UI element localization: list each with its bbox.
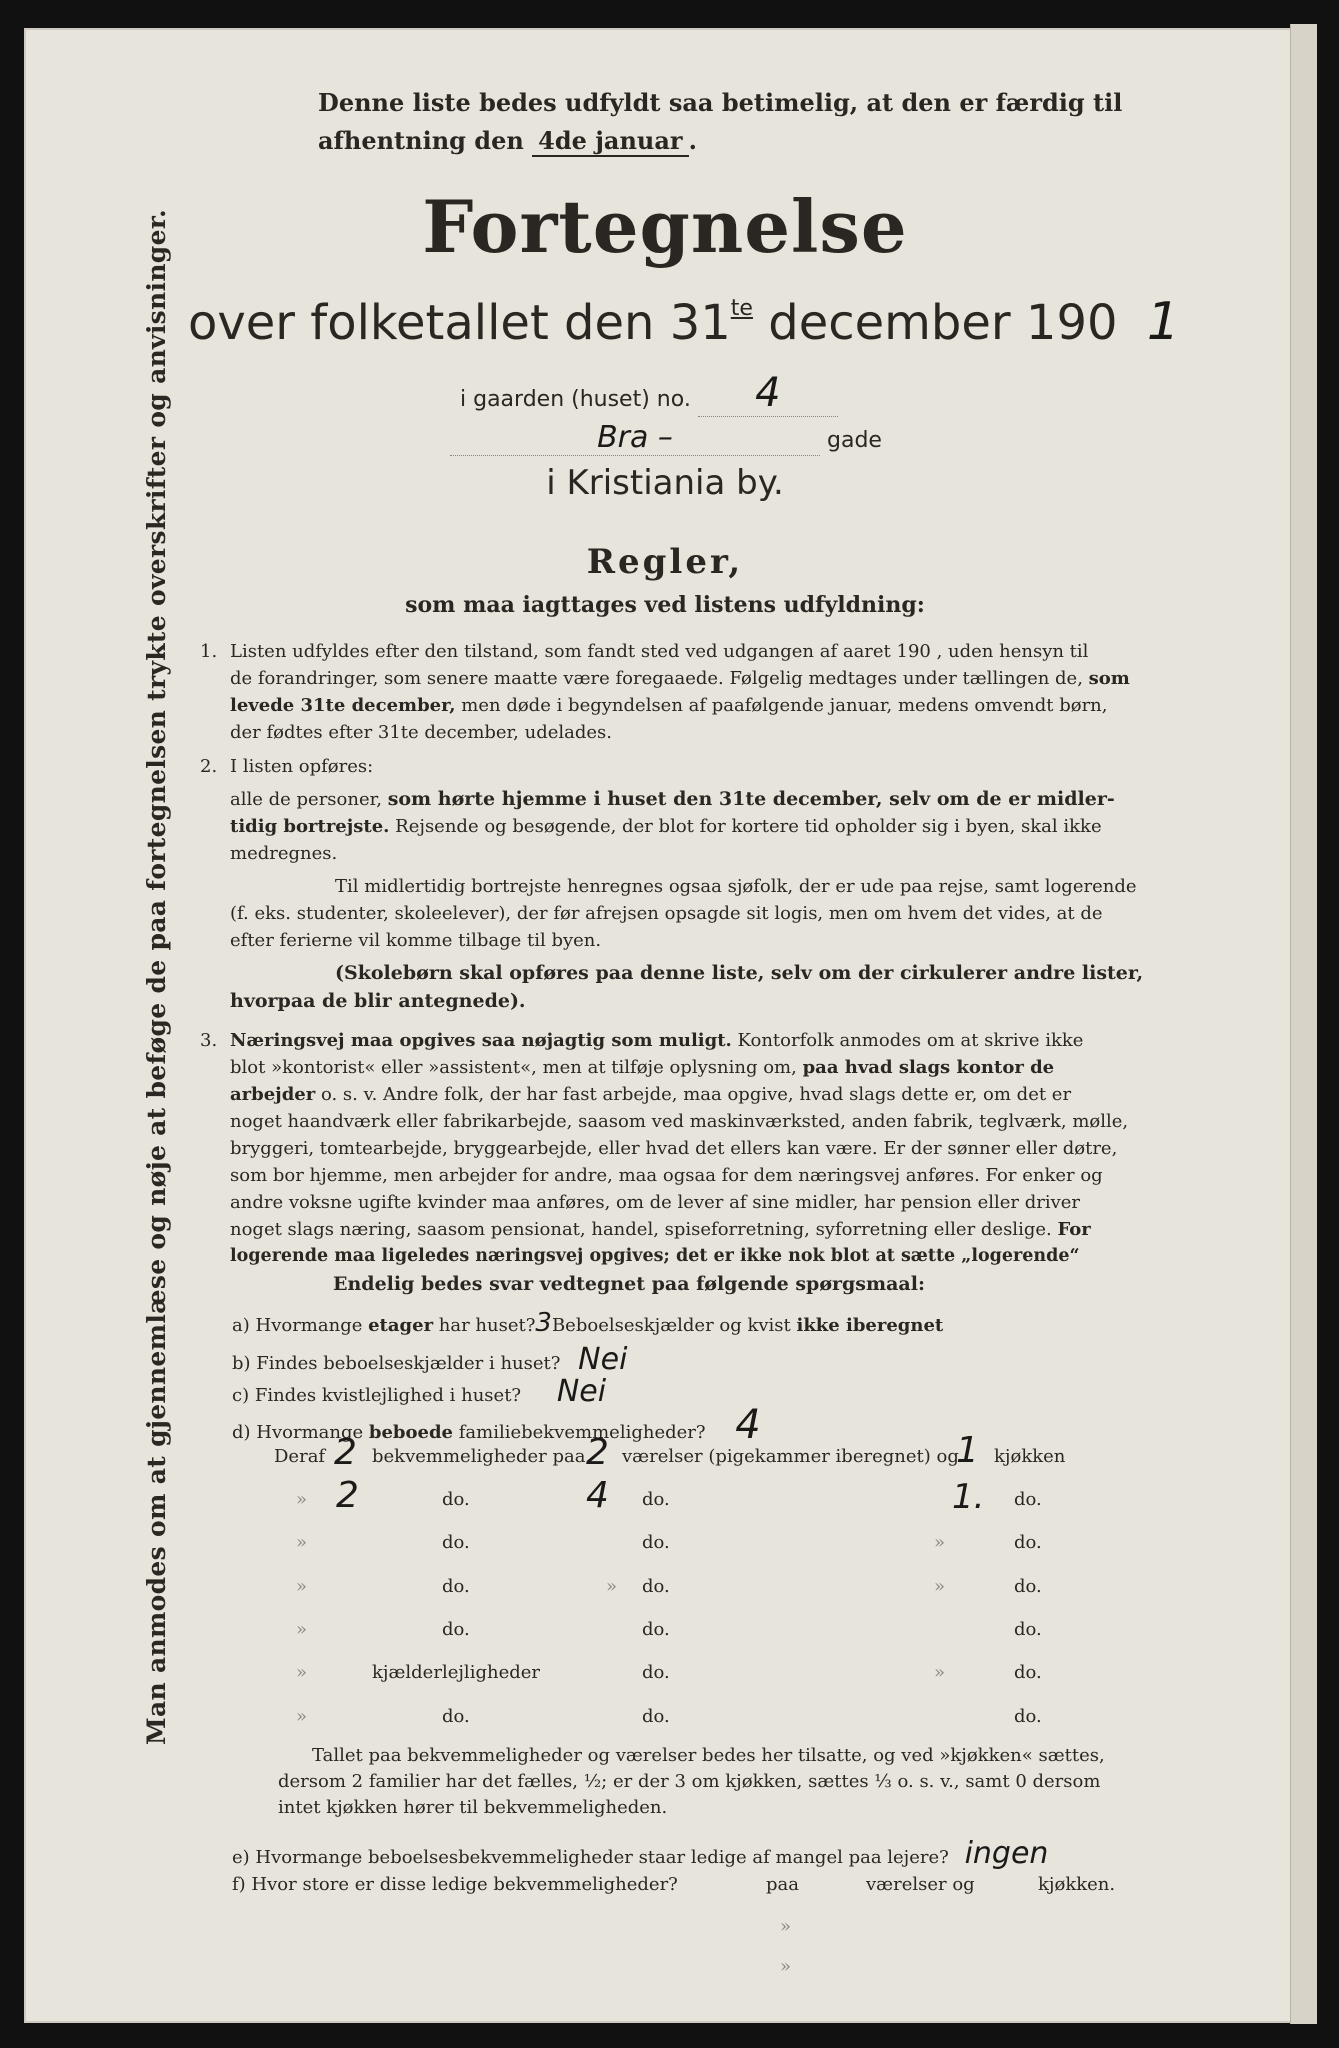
rule-2-line-8: (Skolebørn skal opføres paa denne liste, selv om der cirkulerer andre lister,: [335, 962, 1144, 984]
rule-2-line-2a: alle de personer,: [230, 789, 388, 810]
rule-3-line-2a: blot »kontorist« eller »assistent«, men at tilføje oplysning om,: [230, 1057, 803, 1078]
row5-do-3: do.: [1014, 1619, 1042, 1640]
notice-suffix: .: [688, 126, 697, 155]
rules-subheading: som maa iagttages ved listens udfyldning:: [405, 592, 925, 618]
rule-2-line-7: efter ferierne vil komme tilbage til byen.: [230, 930, 602, 951]
house-number-value: 4: [755, 370, 781, 416]
rule-1-line-3a: levede 31te december,: [230, 695, 456, 716]
question-e-letter: e): [232, 1847, 250, 1868]
question-b-answer: Nei: [578, 1342, 628, 1377]
question-a-text-2: etager: [368, 1315, 434, 1336]
rule-2-line-6: (f. eks. studenter, skoleelever), der før afrejsen opsagde sit logis, men om hvem det vides, at de: [230, 903, 1103, 924]
rule-2-line-5: Til midlertidig bortrejste henregnes ogsaa sjøfolk, der er ude paa rejse, samt logerende: [335, 876, 1137, 897]
row4-do-1: do.: [442, 1576, 470, 1597]
rules-heading: Regler,: [586, 542, 744, 582]
row6-ditto-2: »: [934, 1662, 946, 1683]
row1-bekvemmeligheder: 2: [334, 1432, 357, 1473]
deraf-row-6: [0, 1656, 1290, 1690]
rule-2-line-2: [230, 786, 1115, 813]
question-b-text: Findes beboelseskjælder i huset?: [256, 1353, 561, 1374]
house-number-field: [698, 370, 838, 417]
rule-3-line-3a: arbejder: [230, 1084, 316, 1105]
rule-3-line-9: logerende maa ligeledes næringsvej opgives; det er ikke nok blot at sætte „logerende“: [230, 1246, 1080, 1266]
question-f-paa: paa: [766, 1874, 799, 1895]
row3-ditto-2: »: [934, 1532, 946, 1553]
rule-3-line-3b: o. s. v. Andre folk, der har fast arbejde, maa opgive, hvad slags dette er, om det er: [315, 1084, 1072, 1105]
rule-1-number: 1.: [200, 641, 218, 662]
deraf-row-2: [0, 1475, 1290, 1517]
tallet-line-2: dersom 2 familier har det fælles, ½; er der 3 om kjøkken, sættes ⅓ o. s. v., samt 0 dersom: [278, 1771, 1101, 1792]
notice-date: 4de januar: [532, 126, 688, 157]
subtitle-sup: te: [730, 296, 753, 321]
trailing-ditto-row-2: [0, 1950, 1290, 1984]
row1-vaerelser: 2: [586, 1432, 609, 1473]
row7-do-3: do.: [1014, 1706, 1042, 1727]
row2-do-2: do.: [642, 1489, 670, 1510]
page-title: Fortegnelse: [422, 184, 908, 269]
deraf-row-5: [0, 1613, 1290, 1647]
row2-vaerelser: 4: [586, 1475, 609, 1516]
rule-2-number: 2.: [200, 756, 218, 777]
rule-2-line-1: I listen opføres:: [230, 756, 374, 777]
house-number-line: [460, 370, 838, 417]
subtitle-suffix: december 190: [752, 295, 1118, 351]
row6-do-2: do.: [642, 1662, 670, 1683]
rule-3-line-6: som bor hjemme, men arbejder for andre, maa ogsaa for dem næringsvej anføres. For enker og: [230, 1165, 1103, 1186]
street-value: Bra –: [597, 420, 673, 455]
rule-2-line-3a: tidig bortrejste.: [230, 816, 390, 837]
deraf-label: Deraf: [274, 1446, 326, 1467]
rule-1-line-2b: som: [1088, 668, 1130, 689]
question-d-letter: d): [232, 1422, 251, 1443]
rule-3-line-2: [230, 1054, 1054, 1081]
question-a-text-5: ikke iberegnet: [796, 1315, 944, 1336]
row2-ditto: »: [296, 1489, 308, 1510]
trailing-ditto-row-1: [0, 1910, 1290, 1944]
row4-ditto: »: [296, 1576, 308, 1597]
row5-do-1: do.: [442, 1619, 470, 1640]
notice-line-2: [318, 122, 1122, 160]
rule-3-line-7: andre voksne ugifte kvinder maa anføres, om de lever af sine midler, har pension eller driver: [230, 1192, 1081, 1213]
rule-1-line-3: [230, 692, 1108, 719]
question-f-vaerelser: værelser og: [866, 1874, 975, 1895]
rule-3-line-1: [230, 1027, 1083, 1054]
row6-do-3: do.: [1014, 1662, 1042, 1683]
question-f: [232, 1874, 1116, 1895]
street-label: gade: [827, 428, 882, 453]
side-instruction: Man anmodes om at gjennemlæse og nøje at beføge de paa fortegnelsen trykte overskrifter og anvisninger.: [142, 209, 171, 1745]
question-a-text-3: har huset?: [433, 1315, 536, 1336]
row4-ditto-2: »: [606, 1576, 618, 1597]
rule-1-line-3b: men døde i begyndelsen af paafølgende januar, medens omvendt børn,: [455, 695, 1108, 716]
question-d-answer: 4: [735, 1402, 761, 1448]
row5-ditto: »: [296, 1619, 308, 1640]
rule-2-line-9: hvorpaa de blir antegnede).: [230, 990, 526, 1012]
question-e-text: Hvormange beboelsesbekvemmeligheder staar ledige af mangel paa lejere?: [255, 1847, 949, 1868]
question-a: [232, 1308, 943, 1338]
rule-2-line-3b: Rejsende og besøgende, der blot for kortere tid opholder sig i byen, skal ikke: [389, 816, 1102, 837]
deraf-row-4: [0, 1570, 1290, 1604]
row1-kjokken: 1: [956, 1430, 979, 1471]
city-line: i Kristiania by.: [546, 463, 784, 503]
row7-do-1: do.: [442, 1706, 470, 1727]
rule-3-line-5: bryggeri, tomtearbejde, bryggearbejde, eller hvad det ellers kan være. Er der sønner eller døtre,: [230, 1138, 1118, 1159]
tallet-line-1: Tallet paa bekvemmeligheder og værelser bedes her tilsatte, og ved »kjøkken« sættes,: [312, 1745, 1105, 1766]
deraf-col-vaerelser: værelser (pigekammer iberegnet) og: [622, 1446, 959, 1467]
question-a-letter: a): [232, 1315, 250, 1336]
handwritten-year: 1: [1146, 292, 1180, 352]
deraf-row-3: [0, 1526, 1290, 1560]
rule-3-line-4: noget haandværk eller fabrikarbejde, saasom ved maskinværksted, anden fabrik, teglværk, mølle,: [230, 1111, 1129, 1132]
rule-1-line-1: Listen udfyldes efter den tilstand, som fandt sted ved udgangen af aaret 190 , uden hensyn til: [230, 641, 1089, 662]
subtitle-prefix: over folketallet den 31: [188, 295, 731, 351]
rule-1-line-2: [230, 665, 1130, 692]
trailing-ditto-1: »: [780, 1916, 792, 1937]
rule-3-line-1a: Næringsvej maa opgives saa nøjagtig som muligt.: [230, 1030, 732, 1051]
row4-do-3: do.: [1014, 1576, 1042, 1597]
row2-bekvemmeligheder: 2: [336, 1475, 359, 1516]
rule-3-line-8a: noget slags næring, saasom pensionat, handel, spiseforretning, syforretning eller deslige.: [230, 1219, 1058, 1240]
rule-3-number: 3.: [200, 1030, 218, 1051]
house-number-label: i gaarden (huset) no.: [460, 387, 691, 412]
deraf-col-bekvemmeligheder: bekvemmeligheder paa: [372, 1446, 586, 1467]
row2-kjokken: 1.: [952, 1477, 985, 1517]
row6-kjaelderlejligheder: kjælderlejligheder: [372, 1662, 540, 1683]
question-e: [232, 1836, 1048, 1871]
question-b-letter: b): [232, 1353, 251, 1374]
question-b: [232, 1342, 627, 1377]
row3-ditto: »: [296, 1532, 308, 1553]
rule-3-line-8b: For: [1057, 1219, 1091, 1240]
page-edge: [1290, 24, 1317, 2024]
question-a-answer: 3: [535, 1308, 552, 1338]
question-d-text-2: beboede: [368, 1422, 454, 1443]
question-f-text: Hvor store er disse ledige bekvemmeligheder?: [251, 1874, 678, 1895]
street-line: [450, 420, 882, 456]
row6-ditto: »: [296, 1662, 308, 1683]
question-e-answer: ingen: [964, 1836, 1049, 1871]
question-a-text-4: Beboelseskjælder og kvist: [551, 1315, 797, 1336]
rule-3-line-3: [230, 1081, 1071, 1108]
rule-3-line-8: [230, 1216, 1091, 1243]
row7-do-2: do.: [642, 1706, 670, 1727]
trailing-ditto-2: »: [780, 1956, 792, 1977]
deraf-col-kjokken: kjøkken: [994, 1446, 1066, 1467]
row7-ditto: »: [296, 1706, 308, 1727]
notice-line-1: Denne liste bedes udfyldt saa betimelig, at den er færdig til: [318, 88, 1123, 117]
question-f-kjokken: kjøkken.: [1038, 1874, 1116, 1895]
question-c-text: Findes kvistlejlighed i huset?: [254, 1385, 522, 1406]
rule-2-line-3: [230, 813, 1102, 840]
rule-3-line-2b: paa hvad slags kontor de: [802, 1057, 1055, 1078]
row5-do-2: do.: [642, 1619, 670, 1640]
question-a-text-1: Hvormange: [255, 1315, 369, 1336]
questions-heading: Endelig bedes svar vedtegnet paa følgende spørgsmaal:: [333, 1273, 925, 1295]
question-c-answer: Nei: [556, 1374, 607, 1409]
row2-do-3: do.: [1014, 1489, 1042, 1510]
row4-do-2: do.: [642, 1576, 670, 1597]
rule-2-line-2b: som hørte hjemme i huset den 31te december, selv om de er midler-: [387, 788, 1115, 810]
rule-1-line-4: der fødtes efter 31te december, udelades.: [230, 722, 613, 743]
row3-do-2: do.: [642, 1532, 670, 1553]
row3-do-3: do.: [1014, 1532, 1042, 1553]
row4-ditto-3: »: [934, 1576, 946, 1597]
rule-1-line-2a: de forandringer, som senere maatte være foregaaede. Følgelig medtages under tællingen de,: [230, 668, 1089, 689]
row3-do-1: do.: [442, 1532, 470, 1553]
rule-2-line-4: medregnes.: [230, 843, 338, 864]
notice-prefix: afhentning den: [318, 126, 524, 155]
deraf-row-7: [0, 1700, 1290, 1734]
rule-3-line-1b: Kontorfolk anmodes om at skrive ikke: [731, 1030, 1084, 1051]
page-subtitle: [188, 292, 1180, 352]
street-field: [450, 420, 820, 456]
question-f-letter: f): [232, 1874, 246, 1895]
row2-do-1: do.: [442, 1489, 470, 1510]
tallet-line-3: intet kjøkken hører til bekvemmeligheden.: [278, 1797, 668, 1818]
question-c-letter: c): [232, 1385, 250, 1406]
question-d-text-3: familiebekvemmeligheder?: [453, 1422, 706, 1443]
question-d-text-1: Hvormange: [256, 1422, 369, 1443]
deadline-notice: [318, 84, 1122, 160]
